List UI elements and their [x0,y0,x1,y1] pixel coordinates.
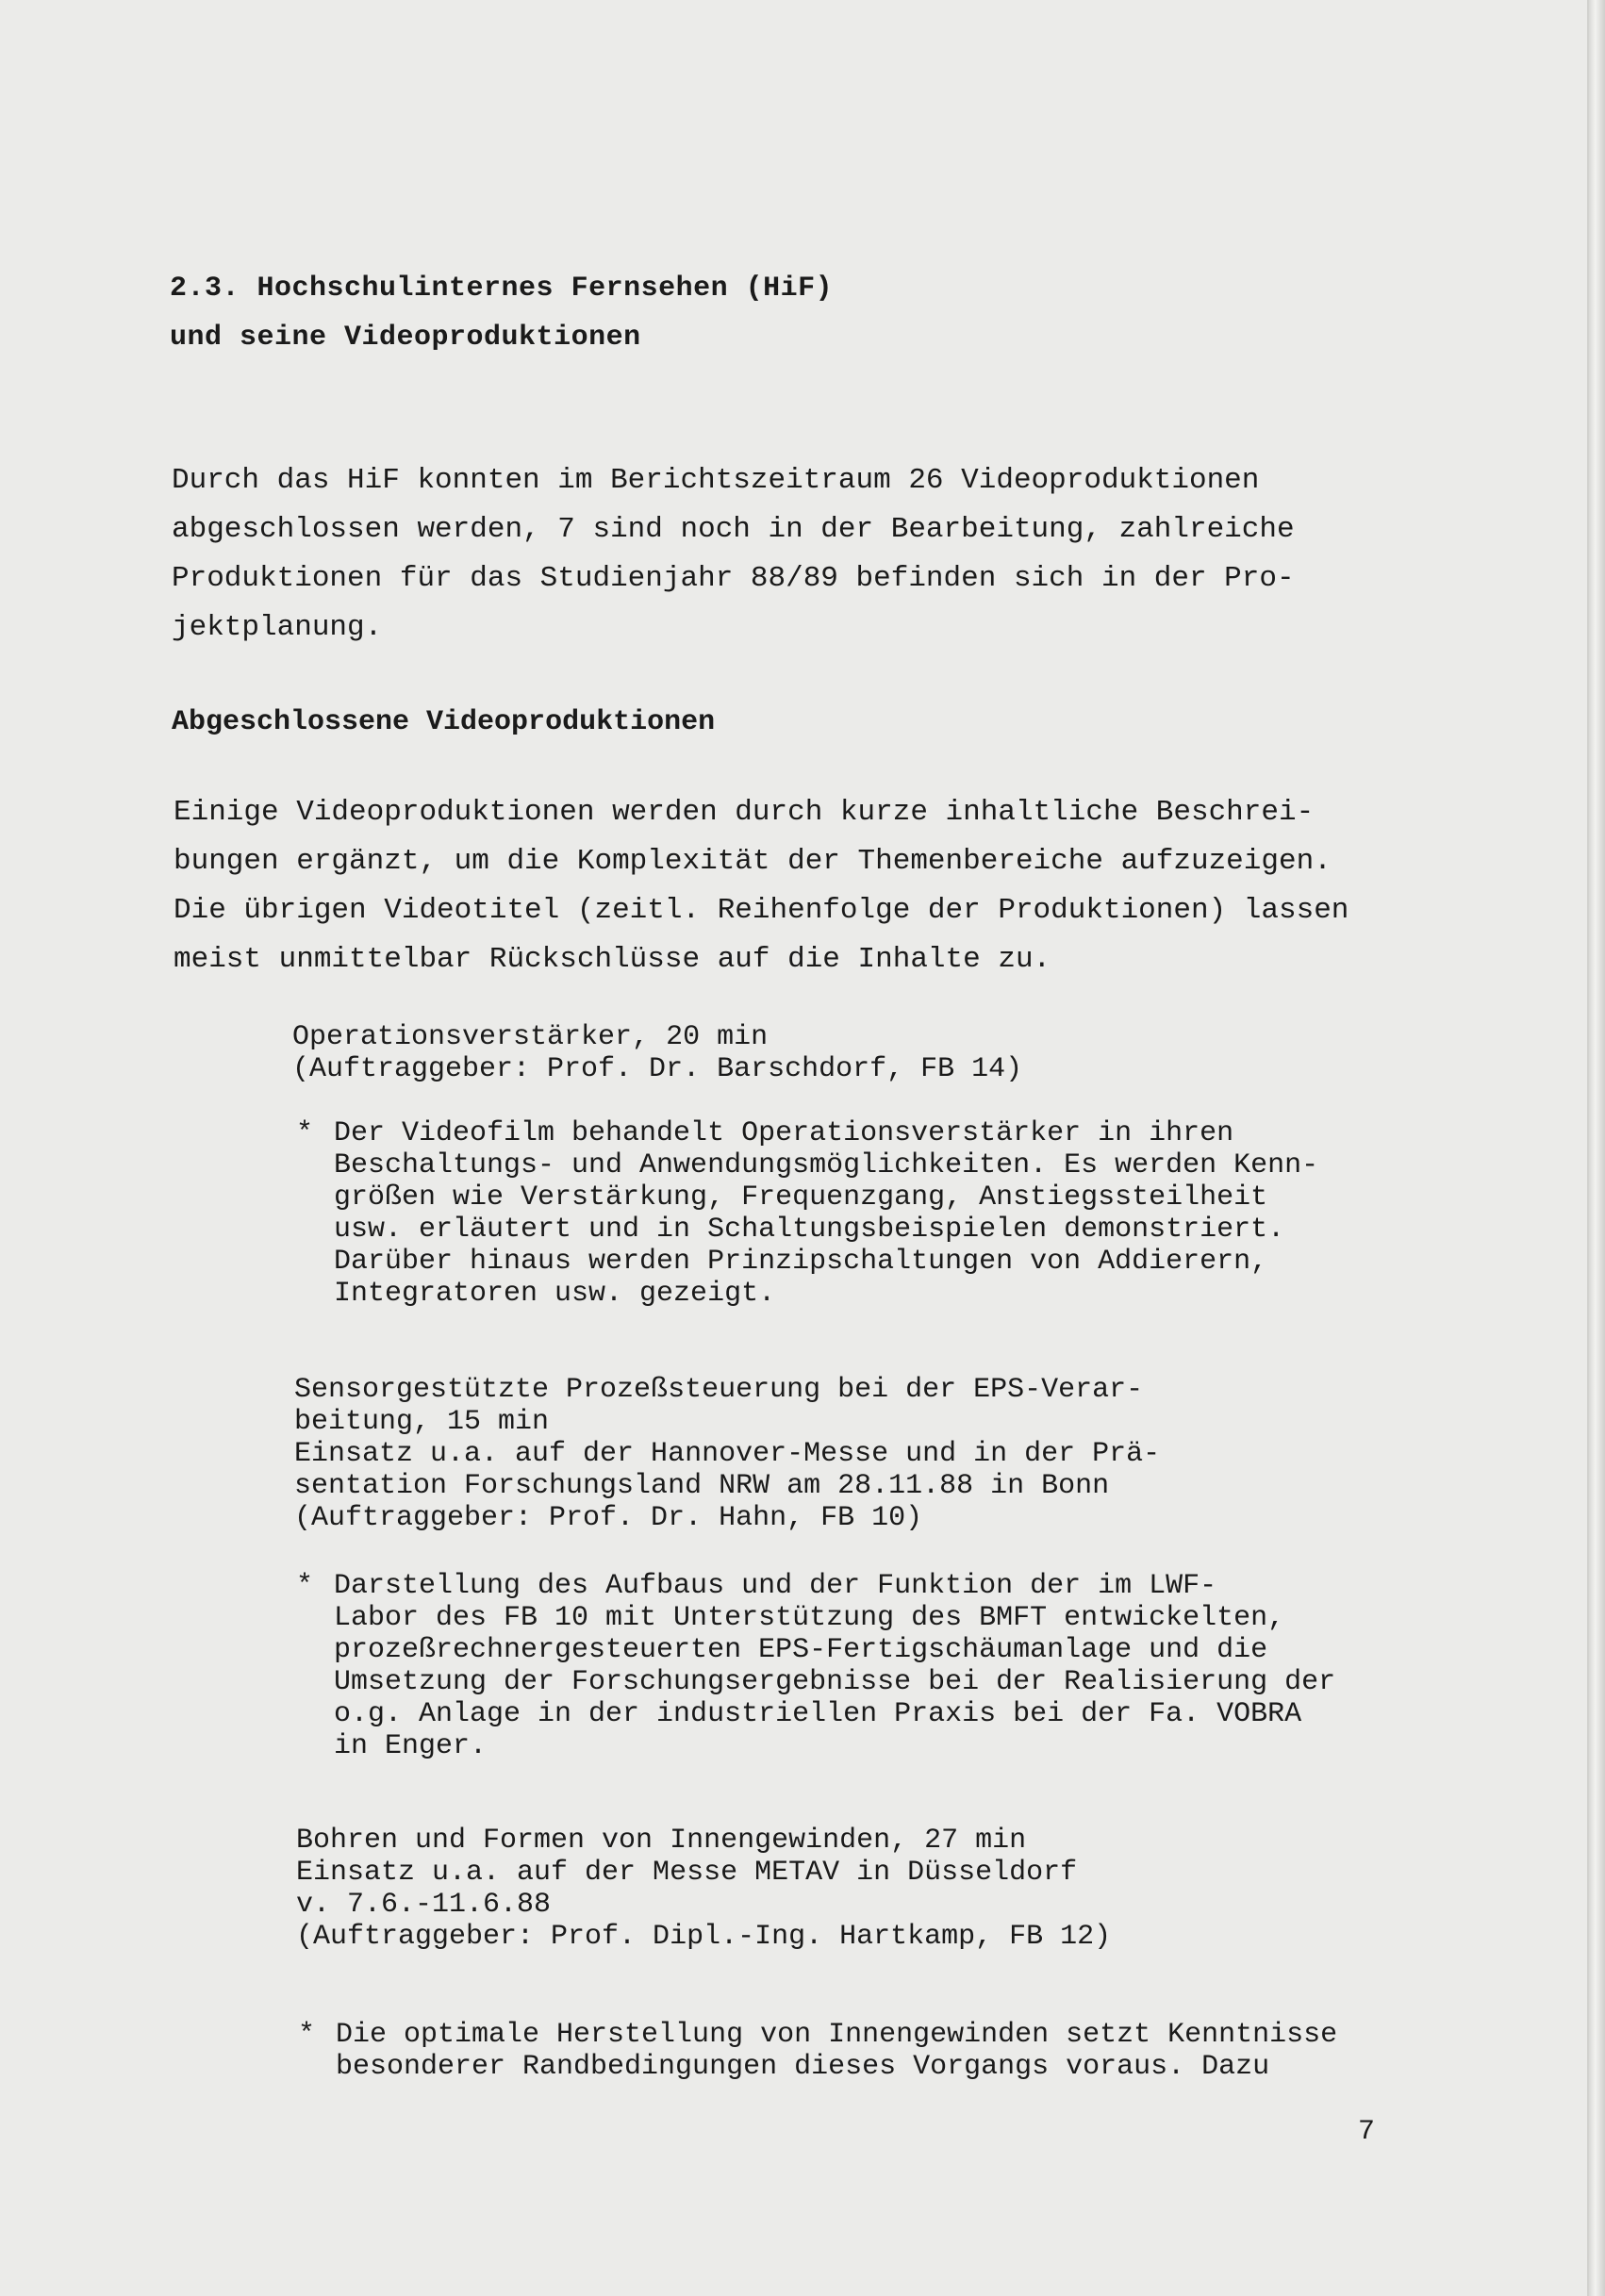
paragraph-line: Die übrigen Videotitel (zeitl. Reihenfolge der Produktionen) lassen [174,894,1349,927]
second-paragraph [174,788,1605,984]
bullet-marker: * [296,1117,314,1149]
description-line: o.g. Anlage in der industriellen Praxis bei der Fa. VOBRA [334,1698,1302,1730]
paragraph-line: Durch das HiF konnten im Berichtszeitraum 26 Videoproduktionen [172,464,1260,497]
description-line: Darüber hinaus werden Prinzipschaltungen von Addierern, [334,1246,1268,1278]
production-entry [292,1021,1605,1085]
description-line: besonderer Randbedingungen dieses Vorgangs voraus. Dazu [336,2051,1270,2083]
paragraph-line: bungen ergänzt, um die Komplexität der Themenbereiche aufzuzeigen. [174,845,1332,878]
entry-line: Einsatz u.a. auf der Messe METAV in Düsseldorf [296,1857,1078,1889]
entry-line: (Auftraggeber: Prof. Dr. Barschdorf, FB 14) [292,1053,1023,1085]
description-line: Umsetzung der Forschungsergebnisse bei der Realisierung der [334,1666,1336,1698]
description-line: Der Videofilm behandelt Operationsverstärker in ihren [334,1117,1234,1149]
subheading: Abgeschlossene Videoproduktionen [172,706,716,738]
paragraph-line: abgeschlossen werden, 7 sind noch in der Bearbeitung, zahlreiche [172,513,1295,546]
production-description [298,2019,1605,2083]
description-line: größen wie Verstärkung, Frequenzgang, Anstiegssteilheit [334,1181,1268,1214]
entry-line: Einsatz u.a. auf der Hannover-Messe und in der Prä- [294,1438,1161,1470]
intro-paragraph [172,456,1605,652]
paragraph-line: Einige Videoproduktionen werden durch kurze inhaltliche Beschrei- [174,796,1315,829]
paragraph-line: jektplanung. [172,611,383,644]
section-heading [170,264,1605,362]
entry-line: (Auftraggeber: Prof. Dr. Hahn, FB 10) [294,1502,923,1534]
entry-line: Operationsverstärker, 20 min [292,1021,769,1053]
entry-line: sentation Forschungsland NRW am 28.11.88 in Bonn [294,1470,1110,1502]
description-line: Die optimale Herstellung von Innengewinden setzt Kenntnisse [336,2019,1338,2051]
production-description [296,1117,1605,1310]
entry-line: (Auftraggeber: Prof. Dipl.-Ing. Hartkamp, FB 12) [296,1921,1112,1953]
paragraph-line: meist unmittelbar Rückschlüsse auf die Inhalte zu. [174,943,1051,976]
page-edge [1589,0,1605,2296]
page-number: 7 [1358,2116,1376,2148]
description-line: Labor des FB 10 mit Unterstützung des BMFT entwickelten, [334,1602,1285,1634]
description-line: usw. erläutert und in Schaltungsbeispielen demonstriert. [334,1214,1285,1246]
production-entry [294,1374,1605,1534]
production-entry [296,1825,1605,1953]
description-line: prozeßrechnergesteuerten EPS-Fertigschäumanlage und die [334,1634,1268,1666]
description-line: in Enger. [334,1730,488,1762]
section-heading-line: und seine Videoproduktionen [170,322,641,354]
entry-line: Sensorgestützte Prozeßsteuerung bei der EPS-Verar- [294,1374,1144,1406]
description-line: Beschaltungs- und Anwendungsmöglichkeiten. Es werden Kenn- [334,1149,1319,1181]
entry-line: beitung, 15 min [294,1406,550,1438]
description-line: Darstellung des Aufbaus und der Funktion der im LWF- [334,1570,1217,1602]
entry-line: v. 7.6.-11.6.88 [296,1889,552,1921]
section-heading-line: 2.3. Hochschulinternes Fernsehen (HiF) [170,273,834,305]
bullet-marker: * [298,2019,316,2051]
production-description [296,1570,1605,1762]
bullet-marker: * [296,1570,314,1602]
entry-line: Bohren und Formen von Innengewinden, 27 min [296,1825,1027,1857]
paragraph-line: Produktionen für das Studienjahr 88/89 befinden sich in der Pro- [172,562,1295,595]
description-line: Integratoren usw. gezeigt. [334,1278,776,1310]
